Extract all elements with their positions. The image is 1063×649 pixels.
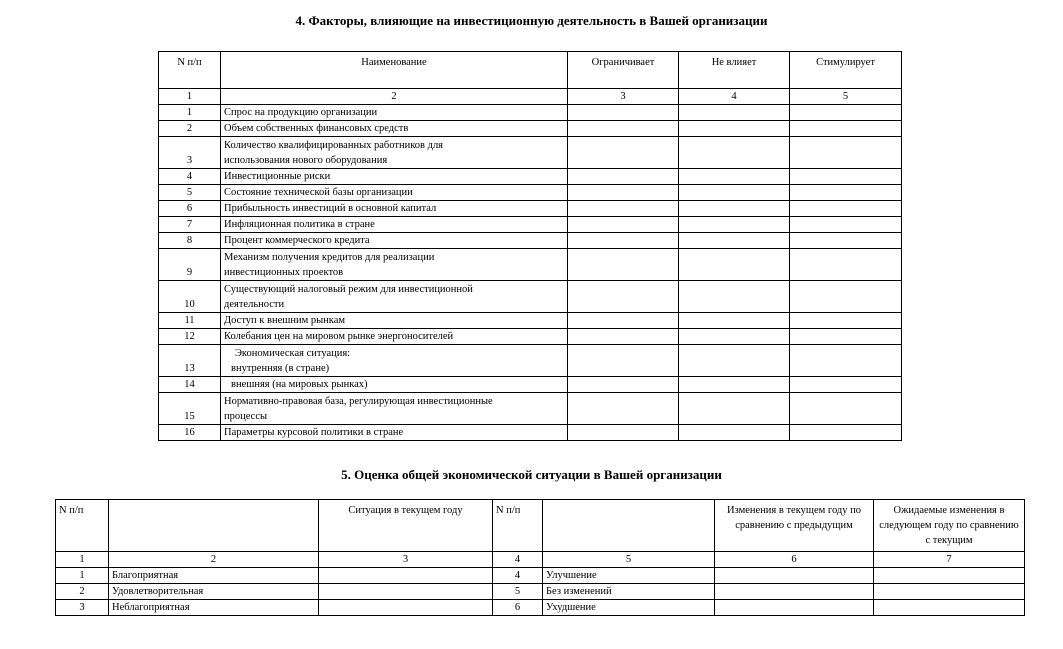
row-number: 2 — [159, 121, 221, 137]
col-number: 1 — [159, 89, 221, 105]
factor-name-line: Инвестиционные риски — [224, 171, 331, 182]
row-number: 7 — [159, 217, 221, 233]
table-row — [159, 313, 902, 329]
row-number-2: 5 — [493, 584, 543, 600]
stimulates-cell[interactable] — [790, 137, 902, 169]
table-row — [159, 329, 902, 345]
no-effect-cell[interactable] — [679, 345, 790, 377]
limits-cell[interactable] — [568, 425, 679, 441]
limits-cell[interactable] — [568, 217, 679, 233]
header-number: N п/п — [159, 52, 221, 89]
limits-cell[interactable] — [568, 345, 679, 377]
factor-name-line: Доступ к внешним рынкам — [224, 315, 346, 326]
section-4-title: 4. Факторы, влияющие на инвестиционную деятельность в Вашей организации — [295, 13, 768, 28]
table-row — [159, 105, 902, 121]
row-number: 8 — [159, 233, 221, 249]
no-effect-cell[interactable] — [679, 137, 790, 169]
limits-cell[interactable] — [568, 249, 679, 281]
change-label: Без изменений — [543, 584, 715, 600]
factor-name — [221, 201, 568, 217]
row-number: 3 — [159, 137, 221, 169]
header-limits: Ограничивает — [568, 52, 679, 89]
row-number: 14 — [159, 377, 221, 393]
col-number: 2 — [221, 89, 568, 105]
factor-name — [221, 137, 568, 169]
factor-name — [221, 185, 568, 201]
col-number: 2 — [109, 552, 319, 568]
row-number: 5 — [159, 185, 221, 201]
no-effect-cell[interactable] — [679, 425, 790, 441]
table-header-row — [56, 500, 1025, 552]
col-number: 7 — [874, 552, 1025, 568]
factor-name-line: внутренняя (в стране) — [231, 363, 330, 374]
no-effect-cell[interactable] — [679, 281, 790, 313]
col-number: 1 — [56, 552, 109, 568]
col-number: 5 — [543, 552, 715, 568]
stimulates-cell[interactable] — [790, 345, 902, 377]
table-row — [159, 281, 902, 313]
factor-name — [221, 105, 568, 121]
factor-name — [221, 313, 568, 329]
no-effect-cell[interactable] — [679, 217, 790, 233]
factor-name-line: Колебания цен на мировом рынке энергоносителей — [224, 331, 454, 342]
factor-name — [221, 217, 568, 233]
row-number: 15 — [159, 393, 221, 425]
current-changes-cell[interactable] — [715, 568, 874, 584]
limits-cell[interactable] — [568, 281, 679, 313]
table-row — [159, 169, 902, 185]
factor-name — [221, 377, 568, 393]
factor-name-line: Объем собственных финансовых средств — [224, 123, 409, 134]
row-number-2: 4 — [493, 568, 543, 584]
header-number-2: N п/п — [493, 500, 543, 552]
no-effect-cell[interactable] — [679, 201, 790, 217]
limits-cell[interactable] — [568, 185, 679, 201]
table-row — [56, 568, 1025, 584]
factor-name-line: использования нового оборудования — [224, 155, 388, 166]
stimulates-cell[interactable] — [790, 105, 902, 121]
factor-name-line: Существующий налоговый режим для инвестиционной — [224, 284, 473, 295]
factor-name-line: Состояние технической базы организации — [224, 187, 413, 198]
factor-name — [221, 425, 568, 441]
current-situation-cell[interactable] — [319, 568, 493, 584]
limits-cell[interactable] — [568, 233, 679, 249]
column-number-row — [159, 89, 902, 105]
stimulates-cell[interactable] — [790, 281, 902, 313]
no-effect-cell[interactable] — [679, 329, 790, 345]
limits-cell[interactable] — [568, 105, 679, 121]
no-effect-cell[interactable] — [679, 249, 790, 281]
row-number: 1 — [159, 105, 221, 121]
header-stimulates: Стимулирует — [790, 52, 902, 89]
row-number: 1 — [56, 568, 109, 584]
stimulates-cell[interactable] — [790, 121, 902, 137]
col-number: 3 — [568, 89, 679, 105]
stimulates-cell[interactable] — [790, 201, 902, 217]
row-number: 9 — [159, 249, 221, 281]
col-number: 4 — [679, 89, 790, 105]
header-no-effect: Не влияет — [679, 52, 790, 89]
stimulates-cell[interactable] — [790, 313, 902, 329]
row-number: 3 — [56, 600, 109, 616]
table-row — [159, 121, 902, 137]
limits-cell[interactable] — [568, 169, 679, 185]
stimulates-cell[interactable] — [790, 393, 902, 425]
limits-cell[interactable] — [568, 121, 679, 137]
factor-name-line: Параметры курсовой политики в стране — [224, 427, 404, 438]
situation-table — [55, 499, 1025, 616]
current-situation-cell[interactable] — [319, 600, 493, 616]
change-label: Улучшение — [543, 568, 715, 584]
factor-name-line: Прибыльность инвестиций в основной капитал — [224, 203, 437, 214]
limits-cell[interactable] — [568, 313, 679, 329]
situation-label: Неблагоприятная — [109, 600, 319, 616]
limits-cell[interactable] — [568, 377, 679, 393]
row-number: 10 — [159, 281, 221, 313]
table-row — [159, 185, 902, 201]
no-effect-cell[interactable] — [679, 185, 790, 201]
header-empty — [109, 500, 319, 552]
factor-name-line: инвестиционных проектов — [224, 267, 344, 278]
table-row — [159, 425, 902, 441]
header-current-changes: Изменения в текущем году по сравнению с предыдущим — [715, 500, 874, 552]
no-effect-cell[interactable] — [679, 393, 790, 425]
current-situation-cell[interactable] — [319, 584, 493, 600]
factor-name — [221, 169, 568, 185]
table-header-row — [159, 52, 902, 89]
stimulates-cell[interactable] — [790, 233, 902, 249]
stimulates-cell[interactable] — [790, 169, 902, 185]
stimulates-cell[interactable] — [790, 329, 902, 345]
factor-name-line: Механизм получения кредитов для реализации — [224, 252, 435, 263]
factor-name-line: Экономическая ситуация: — [235, 348, 351, 359]
situation-label: Удовлетворительная — [109, 584, 319, 600]
factor-name-line: Процент коммерческого кредита — [224, 235, 370, 246]
col-number: 6 — [715, 552, 874, 568]
table-row — [159, 249, 902, 281]
row-number: 13 — [159, 345, 221, 377]
column-number-row — [56, 552, 1025, 568]
row-number: 6 — [159, 201, 221, 217]
col-number: 5 — [790, 89, 902, 105]
table-row — [159, 201, 902, 217]
stimulates-cell[interactable] — [790, 185, 902, 201]
table-row — [159, 393, 902, 425]
factor-name-line: Инфляционная политика в стране — [224, 219, 375, 230]
factor-name — [221, 329, 568, 345]
factor-name-line: процессы — [224, 411, 268, 422]
table-row — [56, 600, 1025, 616]
limits-cell[interactable] — [568, 329, 679, 345]
factor-name — [221, 281, 568, 313]
factor-name-line: деятельности — [224, 299, 285, 310]
factor-name-line: Количество квалифицированных работников для — [224, 140, 444, 151]
factor-name-line: Спрос на продукцию организации — [224, 107, 378, 118]
expected-changes-cell[interactable] — [874, 568, 1025, 584]
header-number: N п/п — [56, 500, 109, 552]
change-label: Ухудшение — [543, 600, 715, 616]
current-changes-cell[interactable] — [715, 584, 874, 600]
col-number: 3 — [319, 552, 493, 568]
stimulates-cell[interactable] — [790, 425, 902, 441]
col-number: 4 — [493, 552, 543, 568]
header-name: Наименование — [221, 52, 568, 89]
row-number: 16 — [159, 425, 221, 441]
stimulates-cell[interactable] — [790, 217, 902, 233]
row-number: 4 — [159, 169, 221, 185]
table-row — [159, 217, 902, 233]
situation-label: Благоприятная — [109, 568, 319, 584]
table-row — [159, 233, 902, 249]
header-current-situation: Ситуация в текущем году — [319, 500, 493, 552]
table-row — [159, 137, 902, 169]
header-empty-2 — [543, 500, 715, 552]
row-number: 12 — [159, 329, 221, 345]
limits-cell[interactable] — [568, 137, 679, 169]
stimulates-cell[interactable] — [790, 377, 902, 393]
stimulates-cell[interactable] — [790, 249, 902, 281]
factor-name — [221, 393, 568, 425]
expected-changes-cell[interactable] — [874, 600, 1025, 616]
no-effect-cell[interactable] — [679, 313, 790, 329]
no-effect-cell[interactable] — [679, 105, 790, 121]
expected-changes-cell[interactable] — [874, 584, 1025, 600]
header-expected-changes: Ожидаемые изменения в следующем году по сравнению с текущим — [874, 500, 1025, 552]
row-number: 2 — [56, 584, 109, 600]
no-effect-cell[interactable] — [679, 377, 790, 393]
limits-cell[interactable] — [568, 201, 679, 217]
no-effect-cell[interactable] — [679, 169, 790, 185]
factor-name — [221, 249, 568, 281]
row-number-2: 6 — [493, 600, 543, 616]
limits-cell[interactable] — [568, 393, 679, 425]
row-number: 11 — [159, 313, 221, 329]
current-changes-cell[interactable] — [715, 600, 874, 616]
table-row — [159, 377, 902, 393]
factor-name-line: Нормативно-правовая база, регулирующая инвестиционные — [224, 396, 493, 407]
factor-name — [221, 345, 568, 377]
no-effect-cell[interactable] — [679, 233, 790, 249]
table-row — [159, 345, 902, 377]
no-effect-cell[interactable] — [679, 121, 790, 137]
factor-name — [221, 121, 568, 137]
table-row — [56, 584, 1025, 600]
section-5-title: 5. Оценка общей экономической ситуации в Вашей организации — [341, 467, 722, 482]
factor-name-line: внешняя (на мировых рынках) — [231, 379, 368, 390]
factors-table — [158, 51, 902, 441]
factor-name — [221, 233, 568, 249]
